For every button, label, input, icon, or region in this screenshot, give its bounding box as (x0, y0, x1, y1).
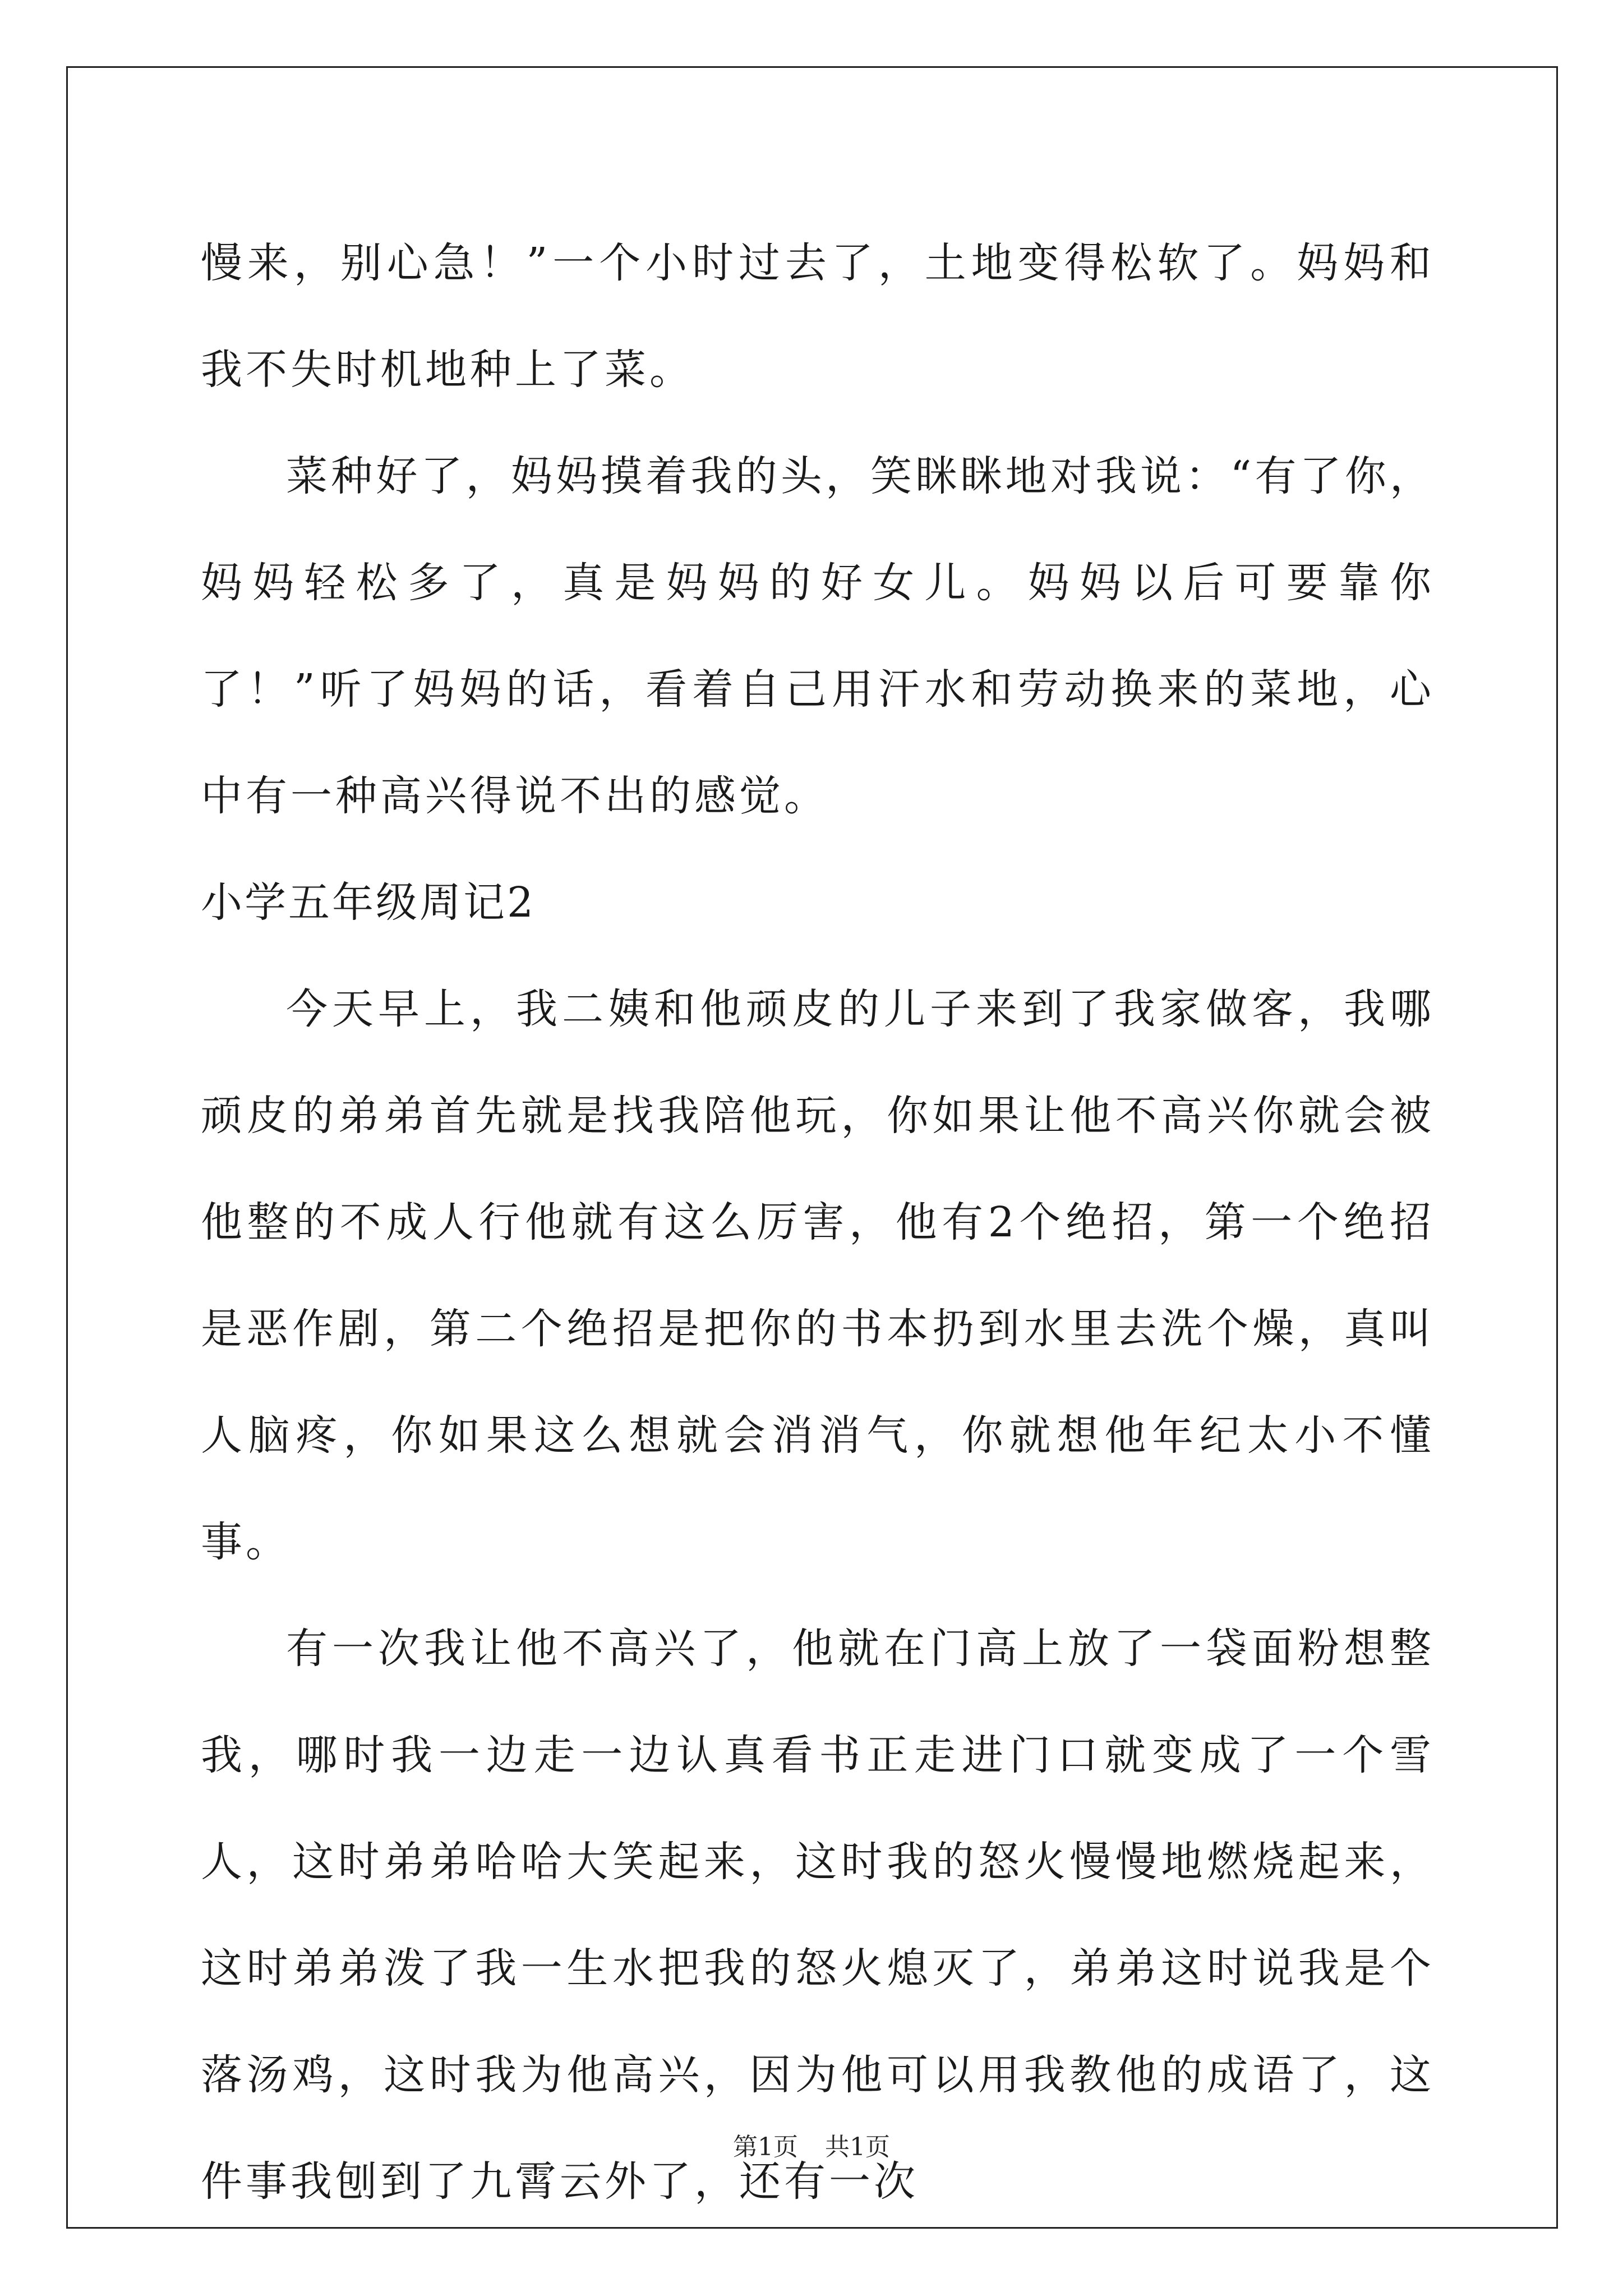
page-number: 第1页 (733, 2133, 798, 2161)
paragraph: 有一次我让他不高兴了，他就在门高上放了一袋面粉想整我，哪时我一边走一边认真看书正走进门口就变成了一个雪人，这时弟弟哈哈大笑起来，这时我的怒火慢慢地燃烧起来，这时弟弟泼了我一生水把我的怒火熄灭了，弟弟这时说我是个落汤鸡，这时我为他高兴，因为他可以用我教他的成语了，这件事我刨到了九霄云外了，还有一次 (201, 1625, 1435, 2206)
paragraph: 今天早上，我二姨和他顽皮的儿子来到了我家做客，我哪顽皮的弟弟首先就是找我陪他玩，你如果让他不高兴你就会被他整的不成人行他就有这么厉害，他有2个绝招，第一个绝招是恶作剧，第二个绝招是把你的书本扔到水里去洗个燥，真叫人脑疼，你如果这么想就会消消气，你就想他年纪太小不懂事。 (201, 985, 1435, 1566)
paragraph: 菜种好了，妈妈摸着我的头，笑眯眯地对我说：“有了你，妈妈轻松多了，真是妈妈的好女儿。妈妈以后可要靠你了！”听了妈妈的话，看着自己用汗水和劳动换来的菜地，心中有一种高兴得说不出的感觉。 (201, 452, 1435, 820)
document-body (201, 210, 1435, 2235)
page-footer (0, 2131, 1623, 2164)
page-total: 共1页 (825, 2133, 890, 2161)
section-heading: 小学五年级周记2 (201, 878, 536, 927)
paragraph-continuation: 慢来，别心急！”一个小时过去了，土地变得松软了。妈妈和我不失时机地种上了菜。 (201, 239, 1435, 394)
